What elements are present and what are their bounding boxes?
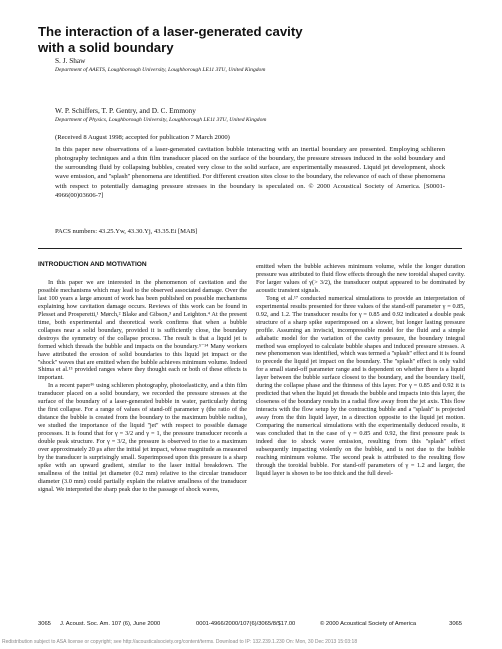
right-paragraph-1: emitted when the bubble achieves minimum volume, while the longer duration pressure was attributed to fluid flow effects through the new toroidal shaped cavity. For larger values of γ(> 3/2), the transducer output appeared to be dominated by acoustic transient signals. — [256, 263, 465, 294]
affiliation-line-1: Department of AAETS, Loughborough University, Loughborough LE11 3TU, United Kingdom — [55, 67, 266, 73]
left-column — [38, 279, 247, 494]
footer-citation: 0001-4966/2000/107(6)/3065/8/$17.00 — [196, 621, 296, 627]
left-paragraph-1: In this paper we are interested in the phenomenon of cavitation and the possible mechanisms which may lead to the observed associated damage. Over the last 100 years a large amount of work has been published on possible mechanisms explaining how cavitation damage occurs. Reviews of this work can be found in Plesset and Prosperetti,¹ Mørch,² Blake and Gibson,³ and Leighton.⁴ At the present time, both experimental and theoretical work confirms that when a bubble collapses near a solid boundary, provided it is sufficiently close, the boundary destroys the symmetry of the collapse process. The result is that a liquid jet is formed which threads the bubble and impacts on the boundary.⁵⁻¹⁴ Many workers have attributed the erosion of solid boundaries to this liquid jet impact or the ''shock'' waves that are emitted when the bubble achieves minimum volume. Indeed Shima et al.¹⁵ provided ranges where they thought each or both of these effects is important. — [38, 279, 247, 382]
footer-page-number-left: 3065 — [38, 621, 51, 627]
download-notice: Redistribution subject to ASA license or copyright; see http://acousticalsociety.org/content/terms. Download to IP: 132.239.1.230 On: Mon, 30 Dec 2013 15:03:18 — [2, 639, 358, 645]
right-paragraph-2: Tong et al.¹⁷ conducted numerical simulations to provide an interpretation of experimental results presented for three values of the stand-off parameter γ = 0.85, 0.92, and 1.2. The transducer results for γ = 0.85 and 0.92 indicated a double peak structure of a sharp spike superimposed on a slower, but longer lasting pressure profile. Assuming an inviscid, incompressible model for the fluid and a simple adiabatic model for the variation of the cavity pressure, the boundary integral method was employed to calculate bubble shapes and induced pressure stresses. A new phenomenon was identified, which was termed a ''splash'' effect and it is found to precede the liquid jet impact on the boundary. The ''splash'' effect is only valid for a small stand-off parameter range and is dependent on whether there is a liquid layer between the bubble surface closest to the boundary, and the boundary itself, during the collapse phase and the thinness of this layer. For γ = 0.85 and 0.92 it is predicted that when the liquid jet threads the bubble and impacts into this layer, the closeness of the boundary results in a radial flow away from the jet axis. This flow interacts with the flow setup by the contracting bubble and a ''splash'' is projected away from the thin liquid layer, in a direction opposite to the liquid jet motion. Comparing the numerical simulations with the experimentally deduced results, it was concluded that in the case of γ = 0.85 and 0.92, the first pressure peak is indeed due to shock wave emission, resulting from this ''splash'' effect subsequently impacting violently on the bubble, and is not due to the bubble reaching minimum volume. The second peak is attributed to the resulting flow through the toroidal bubble. For stand-off parameters of γ = 1.2 and larger, the liquid layer is shown to be too thick and the full devel- — [256, 294, 465, 477]
title-line-1: The interaction of a laser-generated cavity — [38, 24, 303, 39]
footer-copyright: © 2000 Acoustical Society of America — [320, 621, 417, 627]
affiliation-line-2: Department of Physics, Loughborough University, Loughborough LE11 3TU, United Kingdom — [55, 117, 267, 123]
left-paragraph-2: In a recent paper¹⁶ using schlieren photography, photoelasticity, and a thin film transducer placed on a solid boundary, we recorded the pressure stresses at the surface of the boundary of a laser-generated bubble in water, particularly during the first collapse. For a range of values of stand-off parameter γ (the ratio of the distance the bubble is created from the boundary to the maximum bubble radius), we studied the importance of the liquid ''jet'' with respect to possible damage processes. It is found that for γ = 3/2 and γ = 1, the pressure transducer records a double peak structure. For γ = 3/2, the pressure is observed to rise to a maximum over approximately 20 μs after the initial jet impact, whose magnitude as measured by the transducer is surprisingly small. Superimposed upon this pressure is a sharp spike with an upward gradient, similar to the laser initial breakdown. The smallness of the initial jet diameter (0.2 mm) relative to the circular transducer diameter (3.0 mm) could partially explain the relative smallness of the transducer signal. We interpreted the sharp peak due to the passage of shock waves, — [38, 382, 247, 493]
right-column — [256, 263, 465, 478]
section-divider — [38, 248, 462, 249]
author-line-1: S. J. Shaw — [55, 56, 86, 65]
pacs-numbers: PACS numbers: 43.25.Yw, 43.30.Yj, 43.35.Ei [MAB] — [55, 228, 198, 235]
paper-title — [38, 24, 458, 55]
title-line-2: with a solid boundary — [38, 39, 174, 55]
footer-journal: J. Acoust. Soc. Am. 107 (6), June 2000 — [60, 621, 161, 627]
section-heading: INTRODUCTION AND MOTIVATION — [38, 261, 147, 268]
footer-page-number-right: 3065 — [449, 621, 462, 627]
received-date: (Received 8 August 1998; accepted for publication 7 March 2000) — [55, 134, 230, 141]
author-line-2: W. P. Schiffers, T. P. Gentry, and D. C. Emmony — [55, 106, 196, 115]
abstract: In this paper new observations of a laser-generated cavitation bubble interacting with an inertial boundary are presented. Employing schlieren photography techniques and a thin film transducer placed on the surface of the boundary, the pressure stresses induced in the solid boundary and the surrounding fluid by collapsing bubbles, created very close to the solid surface, are experimentally measured. Liquid jet development, shock wave emission, and ''splash'' phenomena are identified. For different creation sites close to the boundary, the relevance of each of these phenomena with respect to potentially damaging pressure stresses in the boundary is speculated on. © 2000 Acoustical Society of America. [S0001-4966(00)03606-7] — [55, 146, 445, 199]
